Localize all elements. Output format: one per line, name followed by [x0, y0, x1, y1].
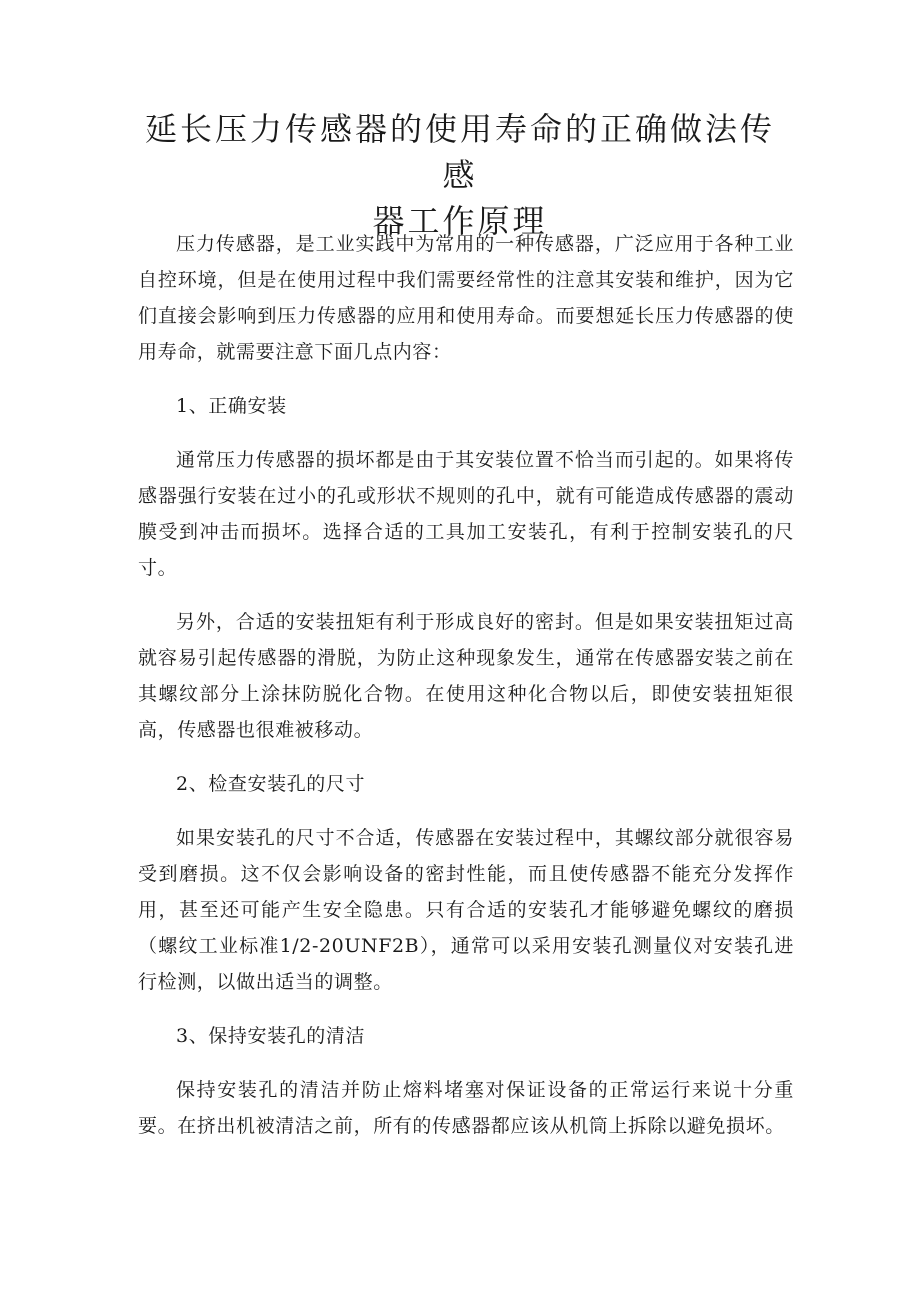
- section-3-paragraph-1: 保持安装孔的清洁并防止熔料堵塞对保证设备的正常运行来说十分重要。在挤出机被清洁之前，所有的传感器都应该从机筒上拆除以避免损坏。: [138, 1079, 794, 1137]
- section-2-paragraph-1: 如果安装孔的尺寸不合适，传感器在安装过程中，其螺纹部分就很容易受到磨损。这不仅会影响设备的密封性能，而且使传感器不能充分发挥作用，甚至还可能产生安全隐患。只有合适的安装孔才能够避免螺纹的磨损（螺纹工业标准1/2-20UNF2B），通常可以采用安装孔测量仪对安装孔进行检测，以做出适当的调整。: [138, 827, 794, 993]
- section-1-paragraph-2: 另外，合适的安装扭矩有利于形成良好的密封。但是如果安装扭矩过高就容易引起传感器的滑脱，为防止这种现象发生，通常在传感器安装之前在其螺纹部分上涂抹防脱化合物。在使用这种化合物以后，即使安装扭矩很高，传感器也很难被移动。: [138, 611, 794, 741]
- intro-paragraph: 压力传感器，是工业实践中为常用的一种传感器，广泛应用于各种工业自控环境，但是在使用过程中我们需要经常性的注意其安装和维护，因为它们直接会影响到压力传感器的应用和使用寿命。而要想延长压力传感器的使用寿命，就需要注意下面几点内容：: [138, 233, 794, 363]
- document-title: [140, 106, 780, 244]
- title-line-2: 器工作原理: [372, 202, 548, 240]
- section-2-heading: 2、检查安装孔的尺寸: [176, 773, 366, 795]
- section-3-heading: 3、保持安装孔的清洁: [176, 1025, 366, 1047]
- section-1-heading: 1、正确安装: [176, 395, 287, 417]
- section-1-paragraph-1: 通常压力传感器的损坏都是由于其安装位置不恰当而引起的。如果将传感器强行安装在过小的孔或形状不规则的孔中，就有可能造成传感器的震动膜受到冲击而损坏。选择合适的工具加工安装孔，有利于控制安装孔的尺寸。: [138, 449, 794, 579]
- document-body: [138, 226, 794, 1160]
- title-line-1: 延长压力传感器的使用寿命的正确做法传感: [144, 110, 775, 194]
